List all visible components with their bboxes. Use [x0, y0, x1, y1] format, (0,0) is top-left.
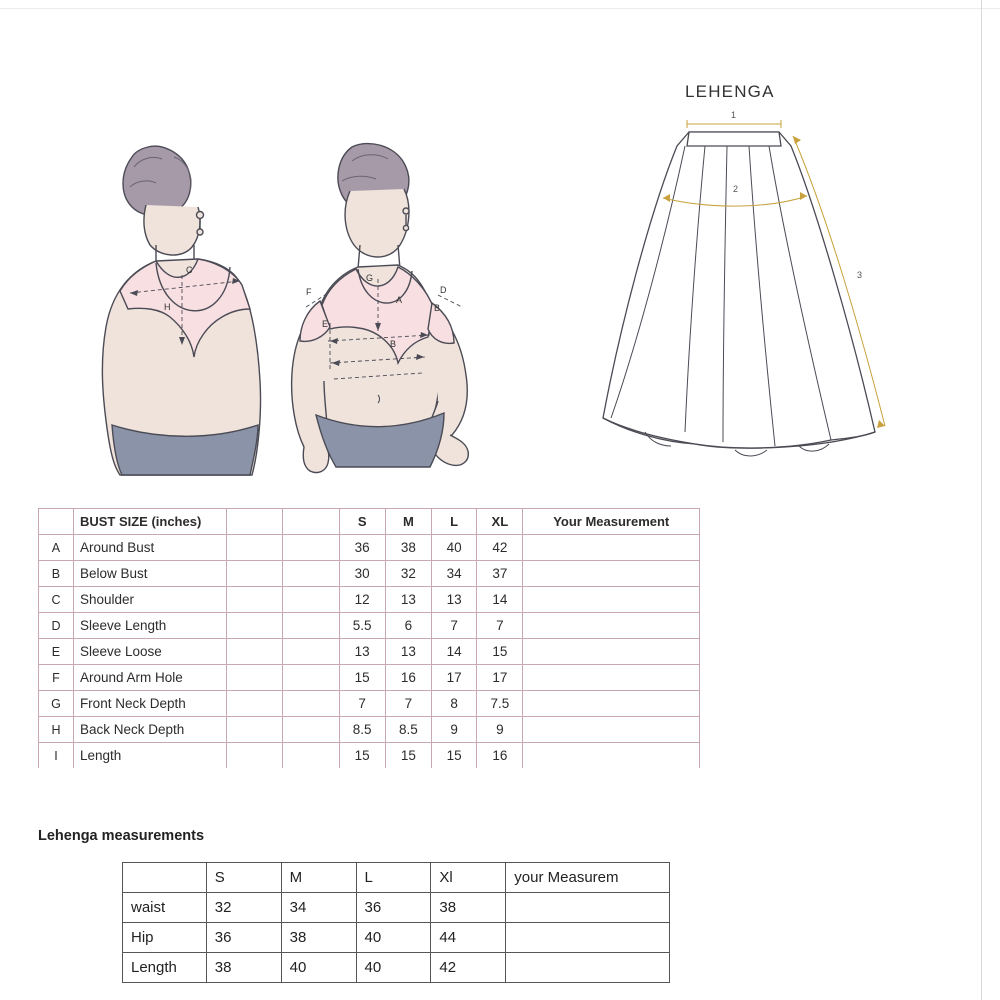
row-name: Shoulder	[73, 587, 226, 613]
row-value-l: 13	[431, 587, 476, 613]
lehenga-row-value-s: 38	[206, 953, 281, 983]
row-blank-2	[283, 561, 340, 587]
lehenga-header-s: S	[206, 863, 281, 893]
row-name: Length	[73, 743, 226, 769]
row-value-xl: 7.5	[477, 691, 523, 717]
lehenga-row-your-measurement[interactable]	[506, 923, 670, 953]
row-name: Sleeve Length	[73, 613, 226, 639]
svg-text:F: F	[306, 287, 312, 297]
row-value-s: 15	[339, 665, 385, 691]
header-your-measurement: Your Measurement	[523, 509, 700, 535]
row-blank-2	[283, 639, 340, 665]
lehenga-measurements-label: Lehenga measurements	[38, 828, 205, 844]
row-letter: B	[39, 561, 74, 587]
lehenga-measurements-table	[122, 862, 670, 983]
lehenga-header-l: L	[356, 863, 431, 893]
row-value-xl: 14	[477, 587, 523, 613]
row-letter: F	[39, 665, 74, 691]
svg-text:E: E	[322, 319, 329, 329]
row-name: Back Neck Depth	[73, 717, 226, 743]
table-row	[39, 691, 700, 717]
row-value-s: 30	[339, 561, 385, 587]
row-letter: G	[39, 691, 74, 717]
row-value-m: 7	[385, 691, 431, 717]
row-value-xl: 9	[477, 717, 523, 743]
svg-text:G: G	[366, 273, 374, 283]
row-letter: H	[39, 717, 74, 743]
row-value-xl: 16	[477, 743, 523, 769]
lehenga-measurement-illustration	[585, 70, 915, 470]
table-row	[123, 923, 670, 953]
svg-text:H: H	[164, 302, 171, 312]
header-letter-cell	[39, 509, 74, 535]
row-letter: I	[39, 743, 74, 769]
svg-text:A: A	[396, 295, 403, 305]
row-blank-1	[226, 717, 283, 743]
lehenga-row-value-xl: 44	[431, 923, 506, 953]
row-your-measurement[interactable]	[523, 561, 700, 587]
lehenga-row-value-l: 40	[356, 953, 431, 983]
row-your-measurement[interactable]	[523, 587, 700, 613]
header-size-m: M	[385, 509, 431, 535]
row-blank-2	[283, 717, 340, 743]
svg-text:B: B	[434, 303, 441, 313]
row-value-m: 8.5	[385, 717, 431, 743]
row-value-l: 8	[431, 691, 476, 717]
lehenga-header-name	[123, 863, 207, 893]
row-value-m: 13	[385, 639, 431, 665]
row-value-xl: 42	[477, 535, 523, 561]
row-value-s: 13	[339, 639, 385, 665]
svg-text:D: D	[440, 285, 447, 295]
row-your-measurement[interactable]	[523, 717, 700, 743]
svg-text:3: 3	[857, 270, 863, 280]
row-value-s: 15	[339, 743, 385, 769]
table-row	[123, 953, 670, 983]
row-name: Below Bust	[73, 561, 226, 587]
row-your-measurement[interactable]	[523, 665, 700, 691]
row-your-measurement[interactable]	[523, 639, 700, 665]
row-blank-1	[226, 665, 283, 691]
table-row	[39, 665, 700, 691]
row-letter: D	[39, 613, 74, 639]
row-blank-2	[283, 691, 340, 717]
row-value-m: 6	[385, 613, 431, 639]
row-value-l: 7	[431, 613, 476, 639]
row-your-measurement[interactable]	[523, 613, 700, 639]
table-row	[39, 561, 700, 587]
row-value-l: 14	[431, 639, 476, 665]
row-value-l: 40	[431, 535, 476, 561]
row-your-measurement[interactable]	[523, 691, 700, 717]
page-top-rule	[0, 8, 1000, 9]
header-size-s: S	[339, 509, 385, 535]
row-value-s: 8.5	[339, 717, 385, 743]
row-blank-1	[226, 535, 283, 561]
row-value-m: 32	[385, 561, 431, 587]
lehenga-row-name: Length	[123, 953, 207, 983]
row-value-xl: 7	[477, 613, 523, 639]
lehenga-row-your-measurement[interactable]	[506, 953, 670, 983]
row-letter: E	[39, 639, 74, 665]
lehenga-row-value-xl: 42	[431, 953, 506, 983]
row-value-m: 38	[385, 535, 431, 561]
row-blank-2	[283, 665, 340, 691]
header-blank-cell-1	[226, 509, 283, 535]
table-header-row	[39, 509, 700, 535]
row-value-xl: 37	[477, 561, 523, 587]
lehenga-row-value-xl: 38	[431, 893, 506, 923]
header-size-l: L	[431, 509, 476, 535]
row-blank-1	[226, 639, 283, 665]
row-blank-1	[226, 613, 283, 639]
table-row	[39, 587, 700, 613]
lehenga-row-name: Hip	[123, 923, 207, 953]
blouse-measurement-illustration	[90, 95, 540, 480]
table-row	[39, 535, 700, 561]
lehenga-row-value-m: 34	[281, 893, 356, 923]
row-name: Around Arm Hole	[73, 665, 226, 691]
svg-text:B: B	[390, 339, 397, 349]
row-value-xl: 17	[477, 665, 523, 691]
row-blank-1	[226, 743, 283, 769]
lehenga-header-your-measurement: your Measurem	[506, 863, 670, 893]
page-right-rule	[981, 0, 982, 1000]
lehenga-row-name: waist	[123, 893, 207, 923]
row-name: Around Bust	[73, 535, 226, 561]
row-value-xl: 15	[477, 639, 523, 665]
table-row	[39, 743, 700, 769]
row-value-l: 17	[431, 665, 476, 691]
row-blank-2	[283, 613, 340, 639]
lehenga-row-value-s: 36	[206, 923, 281, 953]
row-value-s: 36	[339, 535, 385, 561]
row-letter: A	[39, 535, 74, 561]
row-your-measurement[interactable]	[523, 743, 700, 769]
row-name: Sleeve Loose	[73, 639, 226, 665]
row-blank-2	[283, 743, 340, 769]
table-row	[39, 613, 700, 639]
row-value-s: 7	[339, 691, 385, 717]
row-value-m: 16	[385, 665, 431, 691]
row-value-s: 12	[339, 587, 385, 613]
row-blank-2	[283, 587, 340, 613]
bust-size-table	[38, 508, 700, 768]
lehenga-row-value-m: 40	[281, 953, 356, 983]
row-blank-1	[226, 587, 283, 613]
svg-text:C: C	[186, 265, 193, 275]
lehenga-row-your-measurement[interactable]	[506, 893, 670, 923]
row-blank-1	[226, 691, 283, 717]
svg-text:2: 2	[733, 184, 739, 194]
row-value-m: 15	[385, 743, 431, 769]
lehenga-row-value-l: 36	[356, 893, 431, 923]
table-row	[123, 893, 670, 923]
row-value-m: 13	[385, 587, 431, 613]
lehenga-header-xl: Xl	[431, 863, 506, 893]
header-blank-cell-2	[283, 509, 340, 535]
table-row	[39, 639, 700, 665]
row-value-l: 34	[431, 561, 476, 587]
lehenga-row-value-s: 32	[206, 893, 281, 923]
header-size-xl: XL	[477, 509, 523, 535]
row-your-measurement[interactable]	[523, 535, 700, 561]
row-value-l: 9	[431, 717, 476, 743]
lehenga-diagram-title: LEHENGA	[685, 82, 775, 101]
row-name: Front Neck Depth	[73, 691, 226, 717]
svg-text:1: 1	[731, 110, 737, 120]
row-blank-2	[283, 535, 340, 561]
table-header-row	[123, 863, 670, 893]
row-value-s: 5.5	[339, 613, 385, 639]
header-title-cell: BUST SIZE (inches)	[73, 509, 226, 535]
row-blank-1	[226, 561, 283, 587]
row-value-l: 15	[431, 743, 476, 769]
table-row	[39, 717, 700, 743]
row-letter: C	[39, 587, 74, 613]
lehenga-row-value-m: 38	[281, 923, 356, 953]
lehenga-header-m: M	[281, 863, 356, 893]
lehenga-row-value-l: 40	[356, 923, 431, 953]
